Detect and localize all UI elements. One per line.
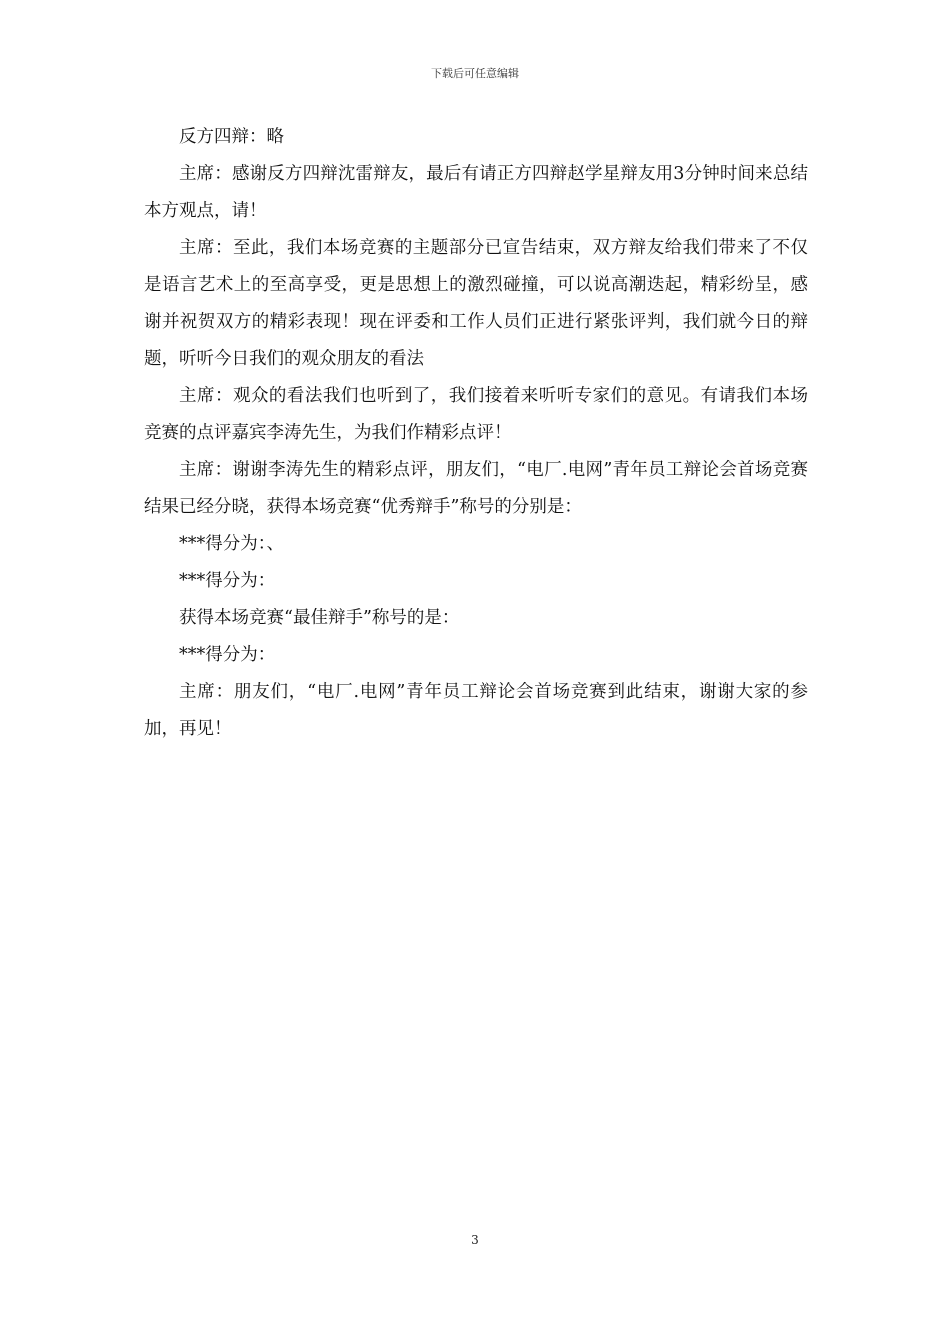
paragraph-chair-main-part-end: 主席：至此，我们本场竞赛的主题部分已宣告结束，双方辩友给我们带来了不仅是语言艺术上的至高享受，更是思想上的激烈碰撞，可以说高潮迭起，精彩纷呈，感谢并祝贺双方的精彩表现！现在评委和工作人员们正进行紧张评判，我们就今日的辩题，听听今日我们的观众朋友的看法 (144, 238, 808, 369)
page-header: 下载后可任意编辑 (431, 67, 519, 80)
document-body (144, 119, 808, 748)
page-number: 3 (471, 1233, 479, 1247)
paragraph-chair-results: 主席：谢谢李涛先生的精彩点评，朋友们，“电厂.电网”青年员工辩论会首场竞赛结果已经分晓，获得本场竞赛“优秀辩手”称号的分别是： (144, 460, 808, 517)
paragraph-chair-invite-summary: 主席：感谢反方四辩沈雷辩友，最后有请正方四辩赵学星辩友用3分钟时间来总结本方观点，请！ (144, 164, 808, 221)
paragraph-chair-closing: 主席：朋友们，“电厂.电网”青年员工辩论会首场竞赛到此结束，谢谢大家的参加，再见！ (144, 682, 808, 739)
paragraph-best-debater: 获得本场竞赛“最佳辩手”称号的是： (179, 608, 460, 628)
paragraph-negative-fourth-debater: 反方四辩：略 (179, 127, 284, 147)
paragraph-chair-expert-comment: 主席：观众的看法我们也听到了，我们接着来听听专家们的意见。有请我们本场竞赛的点评嘉宾李涛先生，为我们作精彩点评！ (144, 386, 808, 443)
paragraph-score-2: ***得分为： (179, 571, 276, 591)
paragraph-score-1: ***得分为：、 (179, 534, 284, 554)
paragraph-score-3: ***得分为： (179, 645, 276, 665)
